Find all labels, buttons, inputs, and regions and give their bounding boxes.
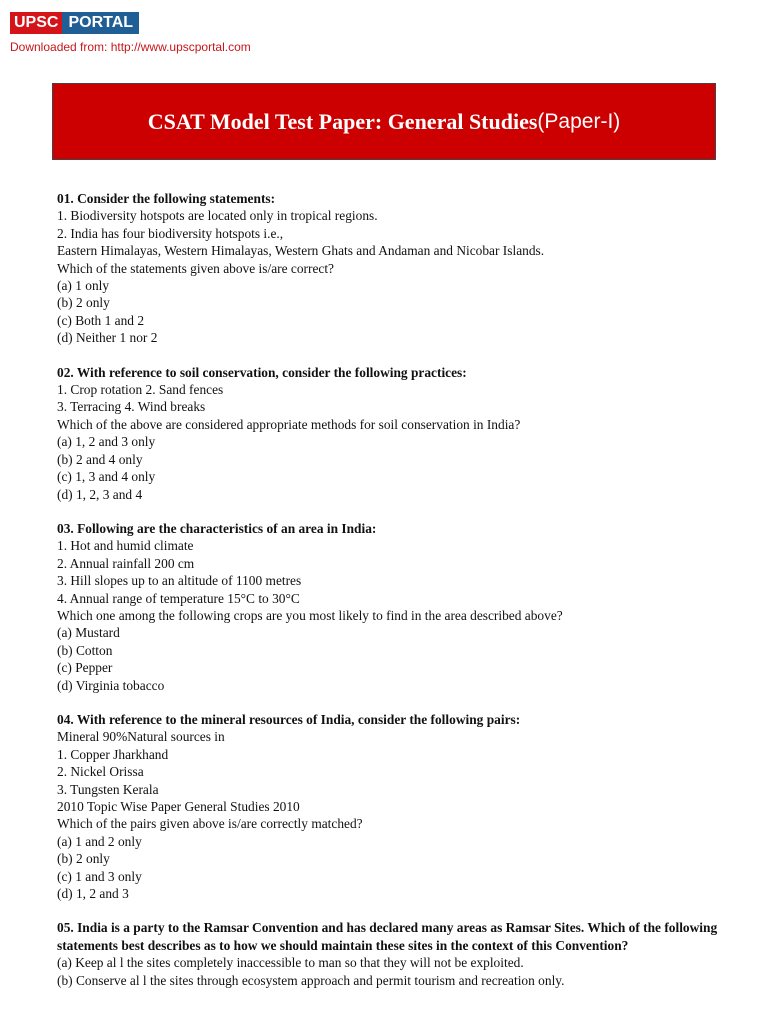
download-source-link[interactable]: Downloaded from: http://www.upscportal.com — [10, 40, 251, 54]
answer-option: (c) 1 and 3 only — [57, 868, 142, 884]
question-list — [57, 190, 737, 1006]
question-line: 2010 Topic Wise Paper General Studies 2010 — [57, 799, 300, 814]
question-heading: 01. Consider the following statements: — [57, 191, 276, 206]
question-line: Which of the statements given above is/are correct? — [57, 260, 334, 276]
question-line: Eastern Himalayas, Western Himalayas, Western Ghats and Andaman and Nicobar Islands. — [57, 243, 545, 259]
answer-option: (d) Virginia tobacco — [57, 677, 165, 693]
question-line: 4. Annual range of temperature 15°C to 30°C — [57, 590, 300, 606]
question-heading: 05. India is a party to the Ramsar Convention and has declared many areas as Ramsar Sites. Which of the following statements best describes as to how we should maintain these sites in the context of this Convention? — [57, 920, 718, 953]
question-heading: 03. Following are the characteristics of an area in India: — [57, 520, 377, 536]
question-heading: 04. With reference to the mineral resources of India, consider the following pairs: — [57, 711, 521, 727]
answer-option: (b) 2 and 4 only — [57, 451, 143, 467]
answer-option: (a) Mustard — [57, 625, 120, 641]
question-line: 3. Terracing 4. Wind breaks — [57, 399, 206, 415]
logo-upsc: UPSC — [10, 12, 62, 34]
answer-option: (b) 2 only — [57, 851, 110, 867]
logo-portal: PORTAL — [62, 12, 139, 34]
answer-option: (d) Neither 1 nor 2 — [57, 330, 158, 346]
answer-option: (a) Keep al l the sites completely inaccessible to man so that they will not be exploited. — [57, 955, 524, 971]
title-banner — [52, 83, 716, 160]
question-line: 2. Nickel Orissa — [57, 764, 144, 780]
question-item — [57, 190, 737, 347]
answer-option: (d) 1, 2, 3 and 4 — [57, 486, 143, 502]
question-line: Which of the above are considered appropriate methods for soil conservation in India? — [57, 416, 521, 432]
answer-option: (c) 1, 3 and 4 only — [57, 469, 156, 485]
question-item — [57, 364, 737, 503]
question-line: 2. India has four biodiversity hotspots i.e., — [57, 225, 284, 241]
question-line: 1. Biodiversity hotspots are located only in tropical regions. — [57, 208, 378, 224]
question-item — [57, 520, 737, 694]
question-line: 3. Hill slopes up to an altitude of 1100 metres — [57, 573, 302, 589]
page-subtitle: (Paper-I) — [537, 109, 621, 133]
answer-option: (b) Conserve al l the sites through ecosystem approach and permit tourism and recreation only. — [57, 972, 565, 988]
question-line: 1. Hot and humid climate — [57, 538, 194, 554]
question-line: 1. Crop rotation 2. Sand fences — [57, 382, 224, 398]
answer-option: (a) 1 and 2 only — [57, 833, 142, 849]
upsc-portal-logo[interactable] — [10, 12, 139, 34]
question-line: Which of the pairs given above is/are correctly matched? — [57, 816, 363, 832]
answer-option: (c) Both 1 and 2 — [57, 312, 145, 328]
question-item — [57, 919, 737, 989]
question-line: Which one among the following crops are you most likely to find in the area described above? — [57, 607, 563, 623]
question-heading: 02. With reference to soil conservation, consider the following practices: — [57, 364, 467, 380]
question-line: 1. Copper Jharkhand — [57, 746, 169, 762]
page-title: CSAT Model Test Paper: General Studies — [147, 108, 538, 134]
answer-option: (d) 1, 2 and 3 — [57, 886, 129, 902]
answer-option: (c) Pepper — [57, 660, 113, 676]
question-line: 2. Annual rainfall 200 cm — [57, 555, 195, 571]
answer-option: (a) 1 only — [57, 278, 110, 294]
answer-option: (a) 1, 2 and 3 only — [57, 434, 156, 450]
answer-option: (b) 2 only — [57, 295, 110, 311]
answer-option: (b) Cotton — [57, 642, 113, 658]
question-item — [57, 711, 737, 902]
question-line: Mineral 90%Natural sources in — [57, 729, 225, 745]
question-line: 3. Tungsten Kerala — [57, 781, 159, 797]
